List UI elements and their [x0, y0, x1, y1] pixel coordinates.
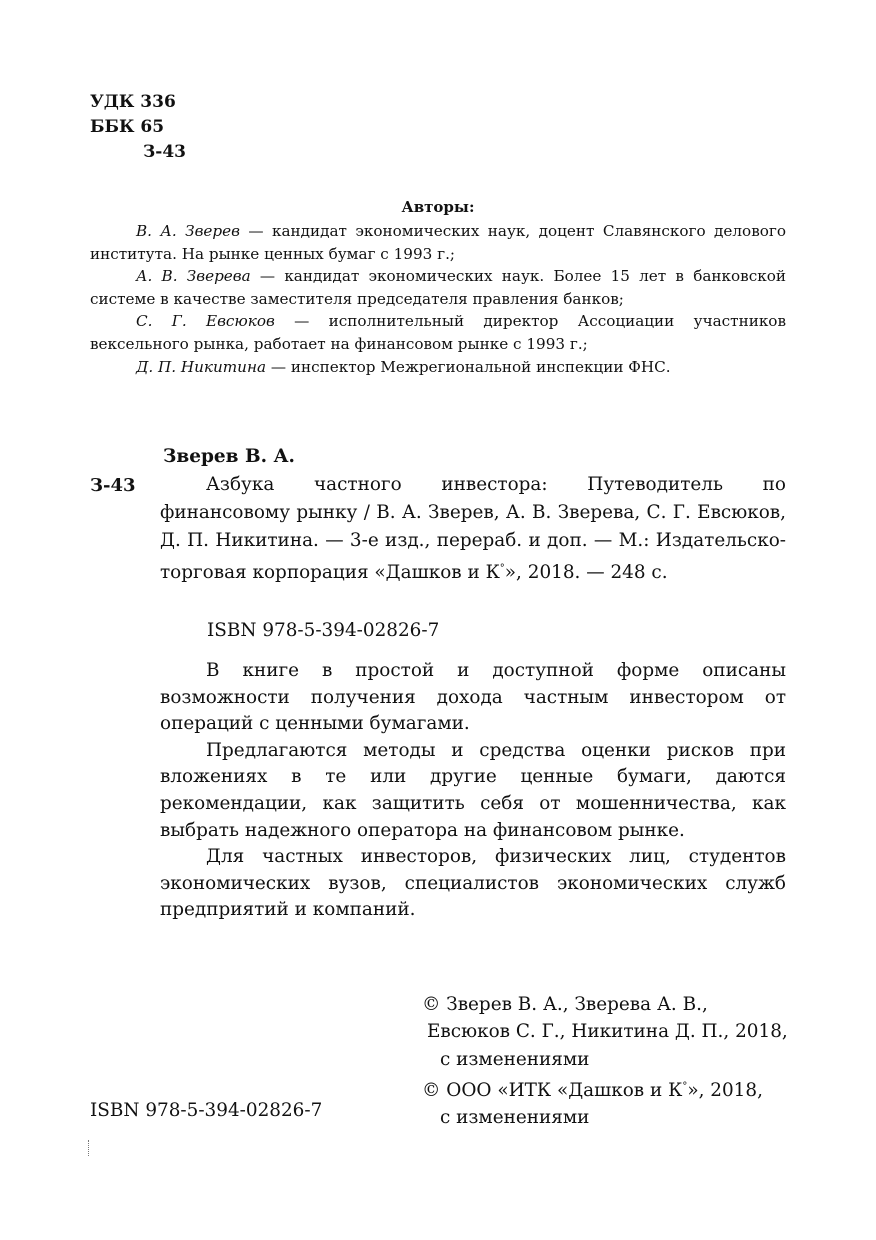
record-author-sign: З-43 [90, 475, 136, 496]
copyright-part: © ООО «ИТК «Дашков и К [422, 1080, 683, 1102]
authors-list [90, 220, 786, 378]
udk-code: УДК 336 [90, 92, 176, 112]
annotation-paragraph: Предлагаются методы и средства оценки рисков при вложениях в те или другие ценные бумаги, даются рекомендации, как защитить себя от мошенничества, как выбрать надежного оператора на финансовом рынке. [160, 739, 786, 841]
copyright-line: с изменениями [440, 1048, 590, 1070]
bottom-isbn: ISBN 978-5-394-02826-7 [90, 1100, 323, 1121]
author-entry [90, 356, 786, 379]
description-text [160, 471, 786, 587]
copyright-line [422, 1073, 788, 1104]
author-entry [90, 310, 786, 355]
author-desc: — кандидат экономических наук. Более 15 лет в банковской системе в качестве заместителя председателя правления банков; [90, 267, 786, 308]
superscript-degree: ° [499, 563, 505, 574]
bbk-code: ББК 65 [90, 117, 165, 137]
description-part: Азбука частного инвестора: Путеводитель по финансовому рынку / В. А. Зверев, А. В. Зверева, С. Г. Евсюков, Д. П. Никитина. — 3-е изд., перераб. и доп. — М.: Издательско-торговая корпорация «Дашков и К [160, 474, 786, 584]
author-name: В. А. Зверев [136, 222, 240, 240]
description-part: », 2018. — 248 с. [504, 562, 668, 584]
main-author: Зверев В. А. [163, 446, 295, 467]
author-sign: З-43 [143, 142, 186, 162]
bibliographic-description [160, 471, 786, 587]
superscript-degree: ° [682, 1080, 688, 1092]
author-name: А. В. Зверева [136, 267, 251, 286]
isbn: ISBN 978-5-394-02826-7 [207, 620, 440, 641]
annotation [160, 658, 786, 924]
authors-heading-text: Авторы: [401, 198, 475, 216]
author-desc: — кандидат экономических наук, доцент Славянского делового института. На рынке ценных бумаг с 1993 г.; [90, 222, 786, 263]
author-desc: — исполнительный директор Ассоциации участников вексельного рынка, работает на финансовом рынке с 1993 г.; [90, 312, 787, 353]
authors-heading [0, 198, 876, 216]
author-name: С. Г. Евсюков [136, 312, 275, 331]
copyright-line: Евсюков С. Г., Никитина Д. П., 2018, [427, 1021, 788, 1043]
annotation-paragraph: В книге в простой и доступной форме описаны возможности получения дохода частным инвестором от операций с ценными бумагами. [160, 660, 786, 735]
annotation-paragraph: Для частных инвесторов, физических лиц, студентов экономических вузов, специалистов экономических служб предприятий и компаний. [160, 846, 786, 921]
copyright-line: с изменениями [440, 1107, 590, 1129]
author-entry [90, 220, 786, 265]
copyright-block [422, 991, 788, 1132]
copyright-part: », 2018, [687, 1080, 763, 1102]
author-name: Д. П. Никитина [136, 357, 267, 376]
copyright-line: © Зверев В. А., Зверева А. В., [422, 994, 708, 1015]
margin-mark [88, 1140, 91, 1156]
author-desc: — инспектор Межрегиональной инспекции ФНС. [266, 357, 671, 376]
author-entry [90, 265, 786, 310]
